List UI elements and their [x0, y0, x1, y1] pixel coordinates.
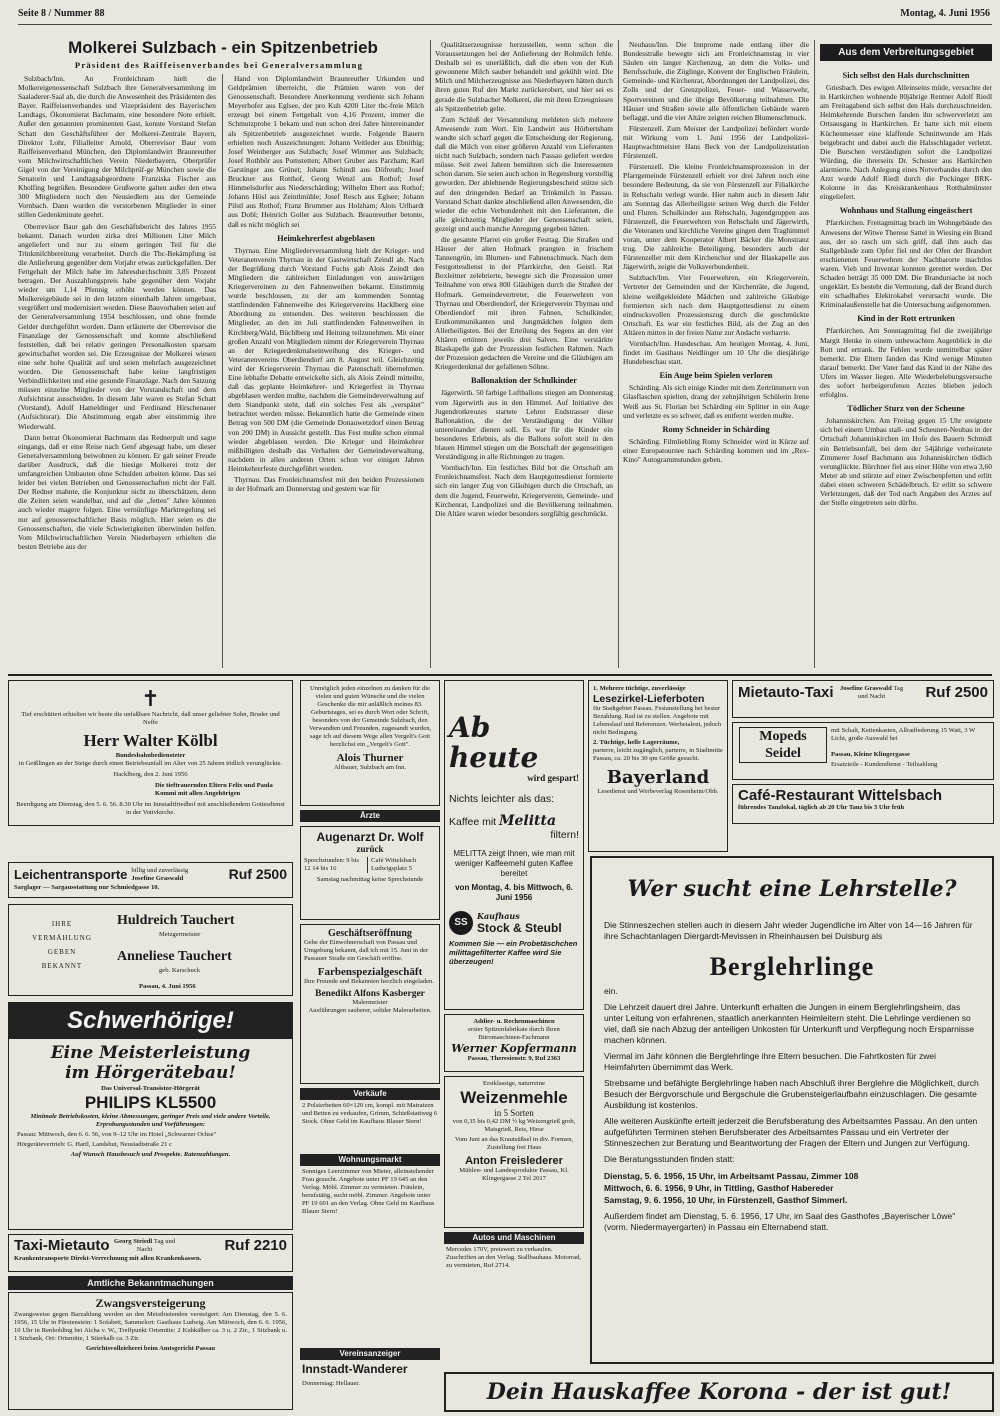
ad-title: Taxi-Mietauto	[14, 1237, 110, 1254]
ad-text: Vom Juni an das Krautsüßsel in div. Formen, Zustellung frei Haus	[454, 1136, 574, 1151]
owner-text: Ausführungen sauberer, solider Malerarbeiten.	[308, 1007, 432, 1014]
ad-addr: Passau, Kleine Klingergasse	[831, 751, 910, 758]
ad-text: Die Beratungsstunden finden statt:	[604, 1154, 735, 1164]
phone: Ruf 2210	[224, 1237, 287, 1254]
date-1: Dienstag, 5. 6. 1956, 15 Uhr, im Arbeitsamt Passau, Zimmer 108	[604, 1171, 859, 1181]
ad-line: 1. Mehrere tüchtige, zuverlässige	[593, 685, 686, 692]
date-3: Samstag, 9. 6. 1956, 10 Uhr, in Fürstenzell, Gasthof Simmerl.	[604, 1195, 848, 1205]
dealer-name: Seidel	[765, 746, 801, 761]
thanks-name: Alois Thurner	[336, 752, 404, 764]
store-name: Stock & Steubl	[477, 921, 562, 935]
ad-text: Außerdem findet am Dienstag, 5. 6. 1956, 17 Uhr, im Saal des Gasthofes „Bayerischer Löwe" (vorm. Niedermayergarten) in Passau ein Elternabend statt.	[604, 1211, 956, 1232]
cross-icon: ✝	[141, 686, 160, 711]
ad-text: mit Schalt, Kettenkasten, Allradfederung 15 Watt, 3 W Licht, große Auswahl bei	[831, 727, 976, 742]
housing-text: Sonniges Leerzimmer von Mieter, alleinstehender Frau gesucht. Angebote unter PF 19 645 an den Verlag. Möbl. Zimmer zu vermieten. Fräulein, berufstätig, sucht möbl. Zimmer. Angebote unter PF 19 601 an den Verlag. Ohne Geld im Kaufhaus Blauer Stern!	[302, 1168, 435, 1215]
owner-name: Anton Freislederer	[465, 1155, 563, 1167]
bride-name: Anneliese Tauchert	[117, 949, 232, 964]
ad-text: billig und zuverlässig	[131, 867, 189, 875]
death-notice	[8, 680, 293, 826]
ad-text: von 0,35 bis 0,42 DM ½ kg Weizengrieß grob, Maisgrieß, Reis, Hirse	[452, 1118, 576, 1133]
death-detail: in Geißlingen an der Steige durch einen Betriebsunfall im Alter von 25 Jahren tödlich verunglückte.	[18, 760, 283, 767]
prospects: Auf Wunsch Hausbesuch und Prospekte. Ratenzahlungen.	[70, 1151, 231, 1158]
paragraph: Sulzbach/Inn. An Fronleichnam hielt die Molkereigenossenschaft Sulzbach ihre Generalversammlung im Saaladerer-Saal ab, die durch die Anwesenheit des Präsidenten des Bayer. Raiffeisenverbandes und Vizepräsident des Bayerischen Landtags, Ökonomierat Bachmann, eine besondere Note erhielt. Außer den genannten prominenten Gast, konnte Vorstand Stefan Schatt den Geschäftsführer der Molkerei-Zentrale Bayern, Direktor Lohr, Filialleiter Arnold, Oberrevisor Baur vom Raiffeisenverband München, den Diplomlandwirt Braunreuther vom Milchwirtschaftlichen Verein Niederbayern, Oberprüfer Gigel von der Vereinigung der Milchprüf-ge München sowie die Senatorin und Landtagsabgeordnete Franziska Fischer aus Kholfing begrüßen. Besondere Grußworte galten außer den etwa 300 Mitgliedern noch den Neusiedlern aus der Gemeinde Vornbach. Dann wurden die verstorbenen Mitglieder in einer stillen Gedenkminute geehrt.	[18, 74, 216, 220]
ad-text: Die Lehrzeit dauert drei Jahre. Unterkunft erhalten die Jungen in einem Berglehrlingsheim, das unter Leitung von erfahrenen, staatlich anerkannten Heimleitern steht. Die Lehrlinge verdienen so viel, daß sie nach Abzug der anteiligen Unkosten für Unterkunft und Verpflegung noch Ersparnisse machen können.	[604, 1002, 974, 1045]
ad-title: Weizenmehle	[460, 1088, 568, 1107]
heading: Wohnhaus und Stallung eingeäschert	[839, 206, 973, 216]
sales-text: 2 Polsterbetten 60×120 cm, kompl. mit Matratzen und Betten zu verkaufen, Grimm, Schießstattweg 6 Stock. Ohne Geld im Kaufhaus Blauer Stern!	[302, 1102, 438, 1125]
dealer: Hörgerätevertrieb: G. Hartl, Landshut, Neustadtstraße 21 c	[17, 1141, 172, 1148]
ads-divider	[8, 674, 992, 676]
paragraph: Pfarrkirchen. Freitagmittag brach im Wohngebäude des Anwesens der Witwe Therese Sattel in Wiesing ein Brand aus, der so rasch um sich griff, daß ihm auch das Stallgebäude zum Opfer fiel und der Ofen der Brandort erschienenen Feuerwehren der Nachbarorte machtlos waren. Vieh und Inventar konnten gerettet werden. Der Schaden beträgt 35 000 DM. Die Brandursache ist noch ungeklärt. Es besteht die Vermutung, daß der Brand durch ein schadhaftes Elektrokabel verursacht wurde. Die Kriminalaußenstelle hat die Untersuchung aufgenommen.	[820, 218, 992, 310]
heading: Tödlicher Sturz von der Scheune	[847, 404, 965, 414]
ad-line: im Hörgerätebau!	[65, 1063, 236, 1083]
paragraph: Oberrevisor Baur gab den Geschäftsbericht des Jahres 1955 bekannt. Danach wurden zirka drei Millionen Liter Milch angeliefert und nur zu einem geringen Teil für die Trinkmilchbereitung verarbeitet. Durch die Tbc-Bekämpfung ist die Anlieferung gegenüber dem Vorjahr etwas zurückgefallen. Der Fettgehalt der Milch habe im Jahresdurchschnitt 3,85 Prozent betragen. Der Auszahlungspreis habe gegenüber dem Vorjahr wieder um 1,14 Pfennig erhöht werden können. Das Molkereigebäude sei in den letzten einenhalb Jahren umgebaut, vergrößert und modernisiert worden. Diese Bauvorhaben seien auf der Generalversammlung 1954 beschlossen, und ohne fremde Gelder durchgeführt worden. Dann erläuterte der Oberrevisor die Finanzlage der Genossenschaft und konnte abschließend feststellen, daß bei relativ geringen Personalkosten sparsam gewirtschaftet worden sei. Die Erzeugnisse der Molkerei wiesen eine sehr hohe Qualität auf und seien mehrfach ausgezeichnet worden. Die Genossenschaft habe keine langfristigen Verbindlichkeiten und eine gesunde Finanzlage. Nach den Satzung müssen einzelne Mitglieder von der Vorstandschaft und dem Aufsichtsrat ausscheiden. In diesem Jahr waren es Stefan Schatt (Vorstand), Adolf Hameldinger und Ferdinand Hirschenauer (Aufsichtsrat). Die Abstimmung ergab aber einstimmig ihre Wiederwahl.	[18, 221, 216, 431]
groom-name: Huldreich Tauchert	[117, 913, 235, 928]
death-intro: Tief erschüttert erhielten wir heute die unfaßbare Nachricht, daß unser geliebter Sohn, Bruder und Neffe	[21, 711, 280, 726]
paragraph: Sulzbach/Inn. Vier Feuerwehren, ein Kriegerverein, Vertreter der Gemeinden und der Kirchenräte, die Jugend, kleine weißgekleidete Mädchen und zahlreiche Gläubige formierten sich nach dem Hauptgottesdienst zu einem eindrucksvollen Prozessionszug durch die geschmückte Ortschaft. Es war ein festliches Bild, als der Zug an den Altären mitten in der freien Natur zur Andacht verharrte.	[623, 273, 809, 337]
opening-ad	[300, 924, 440, 1084]
features: Minimale Betriebskosten, kleine Abmessungen, geringer Preis und viele andere Vorteile. Erprobungsstunden und Vorführungen:	[30, 1113, 271, 1128]
heading-ballon: Ballonaktion der Schulkinder	[471, 376, 577, 386]
section-bar-housing: Wohnungsmarkt	[300, 1154, 440, 1166]
heading-romy: Romy Schneider in Schärding	[662, 424, 770, 434]
coffee-filter-ad	[444, 680, 584, 1010]
thanks-notice	[300, 680, 440, 806]
column-divider	[430, 40, 431, 668]
ad-text: für Stadtgebiet Passau. Festanstellung bei bester Bezahlung. Rad ist zu stellen. Angebote mit Lebenslauf und Referenzen. Werbetalent, jedoch nicht Bedingung.	[593, 705, 722, 736]
article-title: Molkerei Sulzbach - ein Spitzenbetrieb	[68, 38, 378, 57]
section-bar-clubs: Vereinsanzeiger	[300, 1348, 440, 1360]
ad-line: Nichts leichter als das:	[449, 793, 555, 805]
auction-notice	[8, 1292, 293, 1410]
paragraph: Qualitätserzeugnisse herzustellen, wenn schon die Voraussetzungen bei der Anlieferung der Rohmilch fehle. Deshalb sei es unerläßlich, daß die eben von der Kuh gewonnene Milch sauber behandelt und gekühlt wird. Die Milch und Milcherzeugnisse aus Niederbayern hätten durch ihren guten Ruf den Markt zurückerobert, und hier sei es gerade die Sulzbacher Molkerei, die mit ihren Erzeugnissen als Spitzenbetrieb gelte.	[435, 40, 613, 113]
ad-text: erster Spitzenfabrikate durch Ihren Büromaschinen-Fachmann	[468, 1026, 560, 1041]
delivery-ad	[588, 680, 728, 852]
brand: PHILIPS KL5500	[84, 1093, 217, 1112]
paragraph: Hand von Diplomlandwirt Braunreuther Urkunden und Geldprämien überreicht, die Prämien waren von der Genossenschaft. Besondere Anerkennung verdiente sich Johann Meyerhofer aus Eglsee, der pro Kuh 4200 Liter tbc-freie Milch erzeugt bei einem Fettgehalt von 4,16 Prozent, immer die Schmutzprobe 1 bekam und nun schon drei Jahre hintereinander als Spitzenbetrieb ausgezeichnet wurde. Folgende Bauern erhielten noch Auszeichnungen: Johann Veitleder aus Ebnithig; Josef Weinberger aus Sulzbach; Josef Wimmer aus Sulzbach; Josef Rothbör aus Pomstetten; Albert Gruber aus Parzham; Karl Garstinger aus Grünet; Johann Schindl aus Döfreuth; Josef Bruckner aus Rotthof, Georg Wenzl aus Rothof; Josef Himmelsdorfer aus Niederschärding; Wilhelm Ebert aus Rothof; Johann Hösl aus Zeintlmühle; Josef Resch aus Eglsee; Johann Pilstl aus Rothof; Franz Brummer aus Holzham; Alois Urlhardt aus Dobl; Heinrich Goller aus Sulzbach. Braunreuther betonte, daß es nicht möglich sei	[228, 74, 424, 229]
ad-text: Zwangsweise gegen Barzahlung werden an den Meistbietenden versteigert: Am Dienstag, den 5. 6. 1956, 15 Uhr in Fürstenstein: 1 Sofabett, Sammelort: Gasthaus Ludwig. Am Mittwoch, den 6. 6. 1956, 10 Uhr in Renholding bei Aicha v. W., Treffpunkt Ortsmitte: 2 Kuhkälber ca. 3 u. 2 Ztr., 1 Sitzbank u. 1 Sitzbank, Ort: Ortsmitte, 1 Stierkalb ca. 3 Ztr.	[14, 1311, 287, 1342]
paragraph: Griesbach. Des ewigen Alleinseins müde, versuchte der in Hartkirchen wohnende 80jährige Rentner Adolf Riedl am Freitagabend sich selbst den Hals durchzuschneiden. Heimkehrende Burschen fanden ihn schwerverletzt am Ortsausgang in Hartkirchen. Er hatte sich mit einem Küchenmesser eine klaffende Schnittwunde am Hals beigebracht und dabei auch die Halsschlagader verletzt. Die Burschen verständigten sofort die Landpolizei Würding, die ihrerseits Dr. Schuster aus Hartkirchen alarmierte. Nach Anlegung eines Notverbandes durch den Arzt wurde Adolf Riedl durch die Pockinger BRK-Kolonne in das Kreiskrankenhaus Rotthalmünster eingeliefert.	[820, 83, 992, 202]
ad-text: Strebsame und befähigte Berglehrlinge haben nach Abschluß ihrer Berglehre die Möglichkeit, durch Besuch der Bergvorschule und Bergschule die Grubensteigerlaufbahn einzuschlagen. Die gesamte Ausbildung ist kostenlos.	[604, 1078, 979, 1110]
deceased-role: Bundesbahnbediensteter	[115, 752, 186, 759]
publisher-sub: Lesedienst und Werbeverlag Rosenheim/Obb.	[597, 788, 719, 795]
passau-date: Passau: Mittwoch, den 6. 6. 56, von 9–12 Uhr im Hotel „Schwarzer Ochse"	[17, 1131, 217, 1138]
article-subtitle: Präsident des Raiffeisenverbandes bei Generalversammlung	[74, 60, 364, 70]
ad-sub: führendes Tanzlokal, täglich ab 20 Uhr Tanz bis 3 Uhr früh	[738, 804, 905, 811]
paragraph: Vornbach/Inn. Hundeschau. Am heutigen Montag, 4. Juni, findet im Gasthaus Neidlinger um 10 Uhr die diesjährige Hundebeschau statt.	[623, 339, 809, 367]
ad-title: Addier- u. Rechenmaschinen	[473, 1018, 555, 1025]
page-header	[18, 6, 990, 22]
hours: Sprechstunden: 9 bis 12 14 bis 16	[304, 857, 359, 872]
funeral-transport-ad	[8, 862, 293, 898]
doctor-ad	[300, 826, 440, 920]
flour-ad	[444, 1076, 584, 1228]
owner-role: Malermeister	[352, 999, 388, 1006]
section-bar-official: Amtliche Bekanntmachungen	[8, 1276, 293, 1290]
mourners: Die tieftrauernden Eltern Felix und Paula Kommi mit allen Angehörigen	[155, 782, 273, 797]
dealer-addr: Passau, Theresienstr. 9, Ruf 2363	[467, 1055, 561, 1062]
ad-sub: zurück	[356, 844, 384, 854]
ad-text: Gebe der Einwohnerschaft von Passau und Umgebung bekannt, daß ich mit 15. Juni in der Passauer Straße ein Geschäft eröffne.	[304, 939, 429, 962]
owner-addr: Mühlen- und Landesprodukte Passau, Kl. Klingergasse 2 Tel 2017	[459, 1167, 569, 1182]
location: Café Wittelsbach Ludwigsplatz 5	[367, 857, 436, 873]
owner: Georg Striedl	[113, 1238, 153, 1246]
ad-text: Viermal im Jahr können die Berglehrlinge ihre Eltern besuchen. Die Fahrtkosten für zwei Heimfahrten übernimmt das Werk.	[604, 1051, 936, 1072]
groom-role: Metzgermeister	[159, 931, 201, 938]
heading: Kind in der Rott ertrunken	[857, 314, 955, 324]
melitta-logo: Melitta	[499, 813, 557, 829]
court: Gerichtsvollzieherei beim Amtsgericht Passau	[86, 1345, 215, 1352]
taxi-ad	[8, 1234, 293, 1272]
ad-date: von Montag, 4. bis Mittwoch, 6. Juni 1956	[455, 883, 573, 902]
ad-text: Krankentransporte Direkt-Verrechnung mit allen Krankenkassen.	[14, 1255, 202, 1262]
phone: Ruf 2500	[925, 684, 988, 701]
hearing-aid-ad	[8, 1002, 293, 1230]
club-name: Innstadt-Wanderer	[302, 1362, 408, 1376]
article-column-3	[435, 40, 613, 668]
club-text: Donnerstag: Hellauer.	[302, 1380, 360, 1387]
ad-line: 2. Tüchtige, helle Lagerräume,	[593, 739, 680, 746]
article-column-2	[228, 74, 424, 668]
kaufhaus-label: Kaufhaus	[477, 911, 520, 921]
ad-title: Lesezirkel-Lieferboten	[593, 693, 705, 705]
funeral-info: Beerdigung am Dienstag, den 5. 6. 56. 8.30 Uhr im Innstadtfriedhof mit anschließendem Gottesdienst in der Votivkirche.	[16, 801, 285, 816]
ad-text: Alle weiteren Auskünfte erteilt jederzeit die Berufsberatung des Arbeitsamtes Passau. An den unten aufgeführten Terminen stehen Berufsberater des Arbeitsamtes Passau und ein Vertreter der Stinneszechen zur Beratung und Beantwortung der Fragen der Eltern und Jungen zur Verfügung.	[604, 1116, 978, 1148]
paragraph: Zum Schluß der Versammlung meldeten sich mehrere Anwesende zum Wort. Ein Landwirt aus Hörbertsham wandte sich scharf gegen die Entscheidung der Regierung, daß die Milch von einer größeren Anzahl von Lieferanten nicht nach Sulzbach, sondern nach Passau geliefert werden müsse. Seit zwei Jahren bemühten sich die Interessenten schon darum. Sie seien auch schon in Regensburg vorstellig geworden. Der ablehnende Regierungsbescheid stütze sich auf den dringenden Bedarf an Trinkmilch in Passau. Vorstand Schatt dankte abschließend allen Anwesenden, die wieder die echte Verbundenheit mit den Lieferanten, die alle gleichzeitig Mitglieder der Genossenschaft seien, gezeigt und auch manche Anregung gegeben hätten.	[435, 114, 613, 233]
korona-ad	[444, 1372, 994, 1412]
paragraph: Pfarrkirchen. Am Sonntagmittag fiel die zweijährige Margit Henke in einem unbewachten Augenblick in die Rott und ertrank. Ihr Fehlen wurde unmittelbar später bemerkt. Die Eltern fanden das Kind wenige Minuten darauf bemerkt. Der Vater fand das Kind in der Nähe des Ufers im Wasser liegen. Alle Wiederbelebungsversuche des sofort herbeigerufenen Arztes blieben jedoch erfolglos.	[820, 326, 992, 400]
paragraph: Jägerwirth. 50 farbige Luftballons stiegen am Donnerstag vom Jägerwirth aus in den Himmel. Auf Initiative des Jugendrotkreuzes startete Lehrer Endstrasser diese Ballonaktion, die der Verständigung der Völker untereinander dienen soll. Es war für die Kinder ein besonderes Erlebnis, als die Ballons sofort steil in den blauen Himmel stiegen um die Botschaft der gegenseitigen Verständigung in alle Richtungen zu tragen.	[435, 388, 613, 462]
article-column-1	[18, 74, 216, 668]
publisher-logo: Bayerland	[606, 767, 710, 788]
cars-text: Mercedes 170V, preiswert zu verkaufen. Zuschriften an den Verlag. Stallbauhaus. Motorrad, zu vermieten, Ruf 2714.	[446, 1246, 582, 1269]
date-2: Mittwoch, 6. 6. 1956, 9 Uhr, in Tittling, Gasthof Habereder	[604, 1183, 834, 1193]
paragraph: Schärding. Filmliebling Romy Schneider wird in Kürze auf einer Europatournee nach Schärding kommen und im „Rex-Kino" Autogrammstunden geben.	[623, 436, 809, 465]
paragraph: Thyrnau. Das Fronleichnamsfest mit den beiden Prozessionen in der Hofmark am Donnerstag und gestern war für	[228, 475, 424, 494]
ad-title: Ab heute	[449, 711, 539, 774]
apprentice-ad	[590, 856, 994, 1364]
section-bar-cars: Autos und Maschinen	[444, 1232, 584, 1244]
paragraph: Thyrnau. Eine Mitgliederversammlung hielt der Krieger- und Veteranenverein Thyrnau in der Gastwirtschaft Zeindl ab. Nach der Begrüßung durch Vorstand Fuchs gab Alois Zeindl den Mitgliedern die zahlreichen Einladungen von auswärtigen Kriegervereinen zu den Fahnenweihen bekannt. Einstimmig wurde beschlossen, zu der am kommenden Sonntag stattfindenden Fahnenweihe des Kriegervereins Hacklberg eine Abordnung zu entsenden. Des weiteren beschlossen die Mitglieder, an den im Juli stattfindenden Fahnenweihen in Kirchberg/Wald, Büchlberg und Heining teilzunehmen. Mit einer großen Anzahl von Mitgliedern nimmt der Kriegerverein Thyrnau an der Kriegerdenkmalseinweihung des Krieger- und Veteranenvereins Oberdiendorf am 8. August teil. Gleichzeitig wird der Kriegerverein Thyrnau die Patenschaft übernehmen. Eine lebhafte Debatte entwickelte sich, als Alois Zeindl mitteilte, daß das geplante Heimkehrer- und Kriegerfest in Thyrnau abgeblasen werden mußte, nachdem die Gemeindeverwaltung auf dem Standpunkt steht, daß ein solches Fest als „verspätet" betrachtet werden müsse. Bekanntlich hatte die Gemeinde einen Betrag von 500 DM (die Gemeinde Donauwetzdorf einen Betrag von 200 DM) in Aussicht gestellt. Das Fest mußte schon einmal wieder abgeblasen werden. Die Krieger und Heimkehrer mißbilligten deshalb das Verhalten der Gemeindeverwaltung, nachdem in allen anderen Orten schon vor einigen Jahren Heimkehrerfeste durchgeführt worden.	[228, 245, 424, 473]
page-date: Montag, 4. Juni 1956	[900, 8, 990, 19]
regional-column	[820, 66, 992, 668]
paragraph: Vornbach/Inn. Ein festliches Bild bot die Ortschaft am Fronleichnamsfest. Nach dem Hauptgottesdienst formierte sich ein langer Zug von Gläubigen durch die Ortschaft, an dem die Jugend, Feuerwehr, Kriegerverein, Gemeinde- und Kirchenrat, Landpolizei und die Bevölkerung teilnahmen. Die Altäre waren wieder besonders sorgfältig geschmückt.	[435, 463, 613, 518]
owner-name: Benedikt Alfons Kasberger	[315, 989, 425, 999]
ad-sub: Tag und Nacht	[136, 1238, 176, 1254]
bride-role: geb. Karschuck	[159, 967, 201, 974]
store-logo-icon: SS	[449, 911, 473, 935]
ad-title: Café-Restaurant Wittelsbach	[738, 787, 943, 804]
page-number: Seite 8 / Nummer 88	[18, 8, 105, 19]
paragraph: Neuhaus/Inn. Die Innprome nade entlang über die Bundesstraße bewegte sich am Fronleichnamstag in vier Säulen ein langer Kirchenzug, an dem die Volks- und Berufsschule, die Zöglinge, Konvent der Englischen Fräulein, Gemeinde- und Kirchenrat, Abordnungen der Landpolizei, des Zolls und der Grenzpolizei, Feuer- und Wasserwehr, Sportvereinen und die übrige Bevölkerung teilnahmen. Die Häuser und Straßen sowie alle öffentlichen Gebäude waren beflaggt, und die vier Altäre zeigten reichen Blumenschmuck.	[623, 40, 809, 122]
ad-title: Augenarzt Dr. Wolf	[316, 830, 424, 844]
ad-title: Geschäftseröffnung	[328, 928, 412, 939]
cafe-ad	[732, 784, 994, 824]
ad-title: Mietauto-Taxi	[738, 684, 834, 701]
ad-intro: Die Stinneszechen stellen auch in diesem Jahr wieder Jugendliche im Alter von 14—16 Jahren für ihre Schachtanlagen Diergardt-Mevissen in Rheinhausen bei Duisburg als	[604, 920, 973, 941]
death-place: Hacklberg, den 2. Juni 1956	[113, 771, 188, 778]
paragraph: Johanniskirchen. Am Freitag gegen 15 Uhr ereignete sich bei einem Umbau stall- und Scheunen-Neubau in der Ortschaft Johanniskirchen im Hofe des Bauern Schmidl ein Betriebsunfall, bei dem der 54jährige verheiratete Zimmerer Josef Bachmann aus Johanniskirchen tödlich verunglückte. Bürchner fiel aus einer Höhe von etwa 3,60 Meter ab und stürzte auf einer Zwischenpfetten und erlitt dabei einen schweren Schädelbruch. Er erlitt so schwere Verletzungen, daß der Tod nach Angaben des Arztes auf der Stelle eingetreten sein dürfte.	[820, 416, 992, 508]
moped-ad	[732, 722, 994, 780]
header-rule	[18, 24, 992, 25]
ad-top: Erstklassige, naturreine	[483, 1080, 545, 1087]
phone: Ruf 2500	[228, 866, 287, 882]
ad-text: parterre, leicht zugänglich, parterre, in Stadtmitte Passau, ca. 20 bis 30 qm Größe gesucht.	[593, 747, 723, 762]
ad-text: ein.	[604, 986, 618, 996]
deceased-name: Herr Walter Kölbl	[83, 731, 218, 750]
ad-title: Mopeds	[759, 729, 807, 744]
heading: Sich selbst den Hals durchschnitten	[842, 71, 970, 80]
shop-text: Ihre Freunde und Bekannten herzlich eingeladen.	[304, 978, 434, 985]
thanks-text: Unmöglich jeden einzelnen zu danken für die vielen und guten Wünsche und die vielen Geschenke die mir anläßlich meines 83. Geburtstages, sei es durch Wort oder Schrift, besonders von der Gemeinde Sulzbach, den Verwandten und Freunden, zugesandt wurden, sage ich auf diesem Wege allen Vergelt's Gott herzlichst ein „Vergelt's Gott".	[308, 685, 432, 748]
ad-headline: Berglehrlinge	[709, 952, 875, 981]
section-banner: Aus dem Verbreitungsgebiet	[820, 44, 992, 61]
paragraph: die gesamte Pfarrei ein großer Festtag. Die Straßen und Häuser der alten Hofmark prangten in frischem Tannengrün, im Blumen- und Fahnenschmuck. Nach dem Festgottesdienst in der Pfarrkirche, den Geistl. Rat Boxleitner zelebrierte, bewegte sich die Prozession unter Teilnahme von etwa 800 Gläubigen durch die Straßen der Hofmark. Gemeindevertreter, die Feuerwehren von Thyrnau und Oberdiendorf, der Kriegerverein Thyrnau und Oberdiendorf mit ihren Fahnen, Schulkinder, Erstkommunikanten und Jungmädchen folgten dem Allerheiligsten. Bei der Erteilung des Segens an den vier Altären ertönten jeweils drei Salven. Eine verstärkte Blaskapelle gab der Prozession festlichen Rahmen. Nach der Prozession gedachten die Vereine und die Gläubigen am Kriegerdenkmal der gefallenen Söhne.	[435, 234, 613, 372]
paragraph: Fürstenzell. Zum Meister der Landpolizei befördert wurde mit Wirkung vom 1. Juni 1956 der Landpolizei-Hauptwachtmeister Hans Beck von der Landpolizeistation Fürstenzell.	[623, 123, 809, 161]
wedding-notice	[8, 904, 293, 996]
paragraph: Fürstenzell. Die kleine Fronleichnamsprozession in der Pfarrgemeinde Fürstenzell erhielt vor drei Jahren noch eine besondere Bedeutung, da sie von Fürstenzell zur Filialkirche in Rehschaln verlegt wurde. Hier nahm auch in diesem Jahr am Sonntag das Allerheiligste seinen Weg durch die Felder und Fluren. Schulkinder aus Rehschaln, Jugendgruppen aus Fürstenzell, die Feuerwehren von Rehschaln und Jägerwirth, die Veteranen und kirchliche Vereine gingen dem Traghimmel voran, unter dem Kooperator Albert Bäcker die Monstranz trug. Die zahlreiche Beteiligung, besonders auch der Fürstenzeller mit dem Kirchenchor und der Blaskapelle aus Jägerwirth, zeigte die Volksverbundenheit.	[623, 162, 809, 272]
column-divider	[222, 74, 223, 668]
ad-sub: Sarglager — Sargausstattung nur Schmiedgasse 10.	[14, 884, 160, 891]
column-divider	[618, 40, 619, 668]
ad-text: Kommen Sie — ein Probetäschchen milittagefilterter Kaffee wird Sie überzeugen!	[449, 939, 578, 966]
ad-tail: Ersatzteile - Kundendienst - Teilzahlung	[831, 761, 938, 768]
ad-sub: wird gespart!	[527, 773, 579, 783]
sat-note: Samstag nachmittag keine Sprechstunde	[316, 876, 424, 883]
ad-sub: in 5 Sorten	[494, 1108, 534, 1118]
heading-heimkehrer: Heimkehrerfest abgeblasen	[277, 233, 375, 243]
ad-title: Leichentransporte	[14, 867, 128, 882]
shop-name: Farbenspezialgeschäft	[317, 966, 423, 978]
section-bar-doctors: Ärzte	[300, 810, 440, 822]
article-column-4	[623, 40, 809, 668]
ad-line: filtern!	[550, 829, 579, 841]
thanks-place: Altbauer, Sulzbach am Inn.	[333, 764, 407, 771]
dealer-name: Werner Kopfermann	[451, 1042, 577, 1055]
heading-auge: Ein Auge beim Spielen verloren	[659, 371, 773, 381]
ad-text: MELITTA zeigt Ihnen, wie man mit weniger Kaffeemehl guten Kaffee bereitet	[453, 849, 575, 878]
ad-sub: Das Universal-Transistor-Hörgerät	[101, 1085, 200, 1092]
ad-slogan: Dein Hauskaffee Korona - der ist gut!	[486, 1379, 952, 1405]
ad-title: Zwangsversteigerung	[95, 1296, 206, 1310]
paragraph: Schärding. Als sich einige Kinder mit dem Zertrümmern von Glasflaschen spielten, drang der zehnjährigen Schülerin Irene Weiß aus St. Florian bei Schärding ein Splitter in ein Auge und verletzte es so schwer, daß es entfernt werden mußte.	[623, 383, 809, 420]
kaffee-text: Kaffee mit	[449, 816, 497, 828]
section-bar-sales: Verkäufe	[300, 1088, 440, 1100]
owner: Josefine Graswald	[839, 685, 892, 693]
calculator-ad	[444, 1014, 584, 1072]
ad-title: Wer sucht eine Lehrstelle?	[627, 876, 957, 902]
ad-title: Schwerhörige!	[9, 1003, 292, 1039]
wedding-place: Passau, 4. Juni 1956	[139, 983, 196, 990]
ad-line: Eine Meisterleistung	[50, 1043, 251, 1063]
paragraph: Dann betrat Ökonomierat Bachmann das Rednerpult und sagte eingangs, daß er eine Reise nach Genf abgesagt habe, um dieser Generalversammlung beiwohnen zu können. Er gab seiner Freude darüber Ausdruck, daß die hiesige Molkerei trotz der umfangreichen Umbauten ohne Schulden arbeiten könne. Das sei leider bei vielen Betrieben und Genossenschaften nicht der Fall. Der Redner mahnte, die Konjunktur nicht zu überschätzen, denn die Zeiten seien wandelbar, und auf die „fetten" Jahre könnten auch wieder magere folgen. Eine vernünftige Marktregelung sei nur auf genossenschaftlicher Basis möglich. Hier seien es die Genossenschaften, die viele Schwierigkeiten überwinden helfen. Vom Milchwirtschaftlichen Verein Niederbayern erhielten die besten Betriebe aus der	[18, 432, 216, 551]
owner: Josefine Graswald	[131, 875, 184, 883]
column-divider	[814, 40, 815, 668]
ad-sub: Tag und Nacht	[857, 685, 904, 701]
rental-taxi-ad	[732, 680, 994, 718]
wedding-intro: IHRE VERMÄHLUNG GEBEN BEKANNT	[32, 920, 92, 970]
